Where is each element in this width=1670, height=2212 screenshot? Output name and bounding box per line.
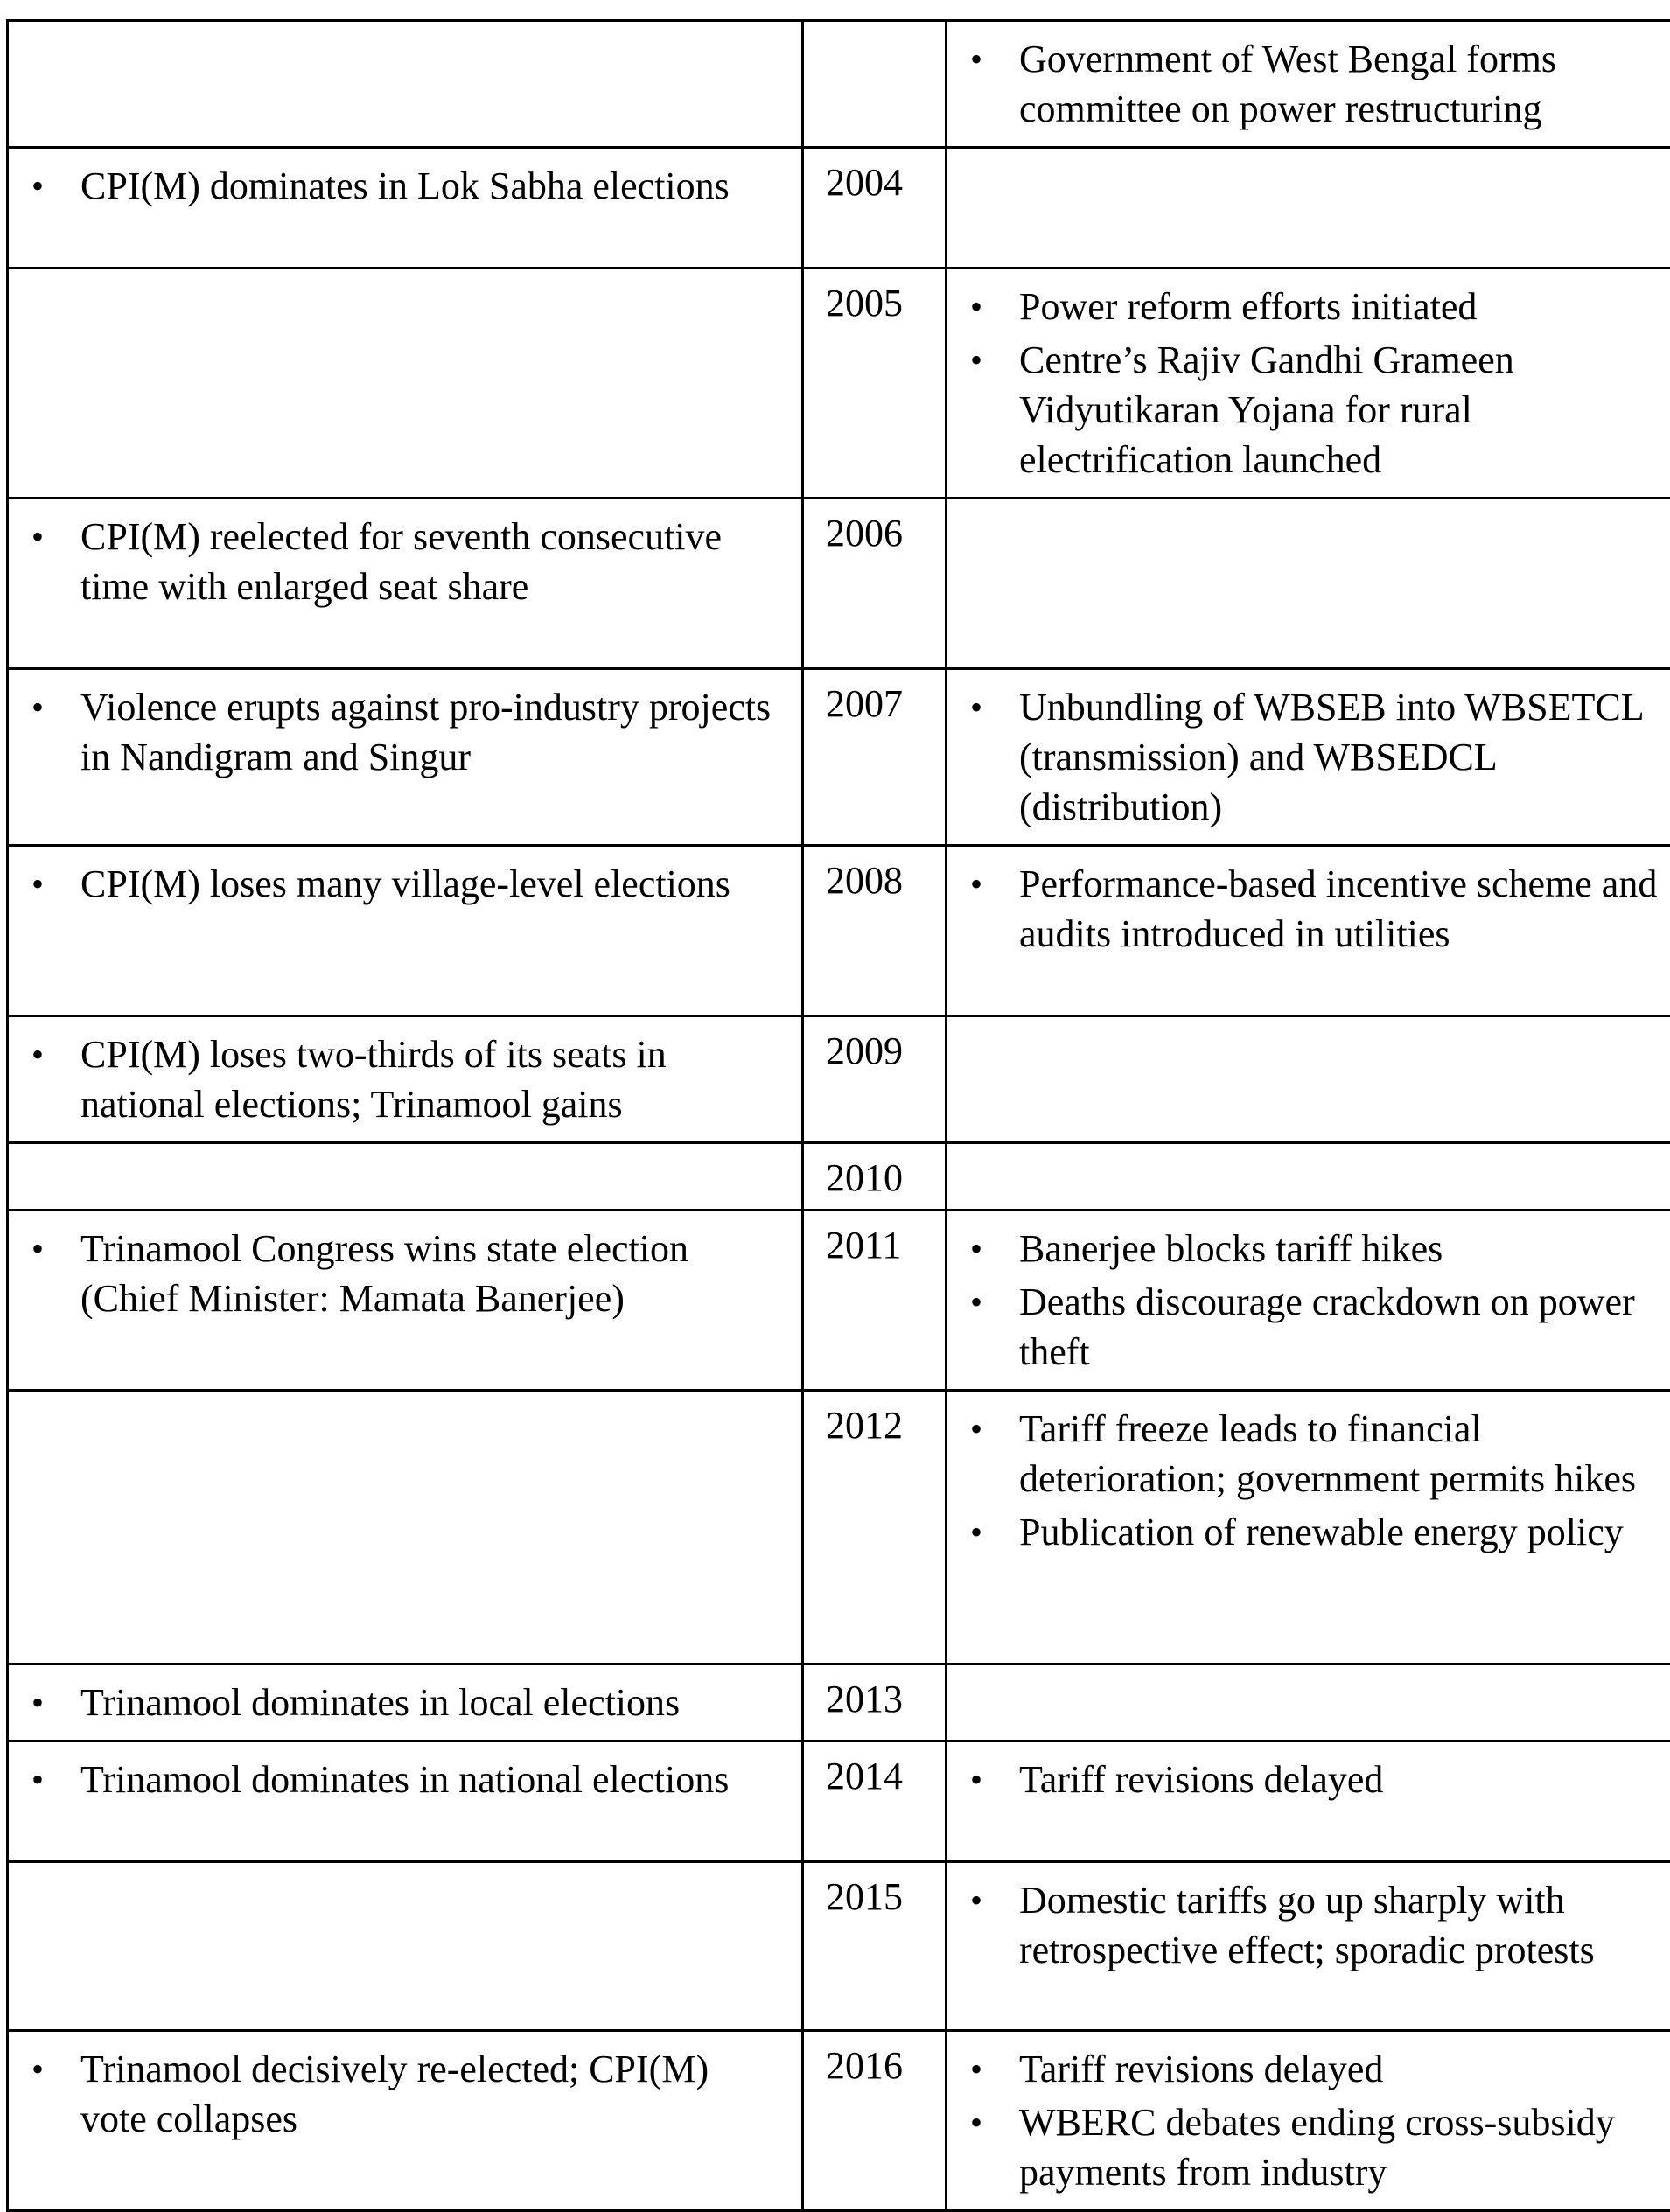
political-events-cell-list <box>9 847 801 921</box>
power-sector-events-cell-list <box>947 1392 1670 1569</box>
bullet-icon: • <box>970 1755 982 1804</box>
bullet-icon: • <box>970 2044 982 2094</box>
power-sector-events-cell-list <box>947 1742 1670 1817</box>
year-label: 2016 <box>804 2032 945 2090</box>
power-sector-events-cell <box>947 1862 1670 2031</box>
timeline-row <box>8 1016 1670 1143</box>
power-sector-events-cell <box>947 1211 1670 1391</box>
list-item <box>1019 1875 1670 1975</box>
power-sector-events-cell <box>947 1016 1670 1143</box>
event-text: Trinamool Congress wins state election (Chief Minister: Mamata Banerjee) <box>80 1227 688 1320</box>
list-item <box>80 161 784 211</box>
event-text: Trinamool decisively re-elected; CPI(M) vote collapses <box>80 2048 709 2140</box>
political-events-cell <box>8 21 803 148</box>
year-label: 2015 <box>804 1863 945 1922</box>
event-text: Power reform efforts initiated <box>1019 285 1477 328</box>
bullet-icon: • <box>970 282 982 331</box>
power-sector-events-cell <box>947 21 1670 148</box>
political-events-cell-list <box>9 269 801 294</box>
list-item <box>1019 1277 1670 1377</box>
list-item <box>1019 1404 1670 1504</box>
bullet-icon: • <box>970 682 982 732</box>
list-item <box>1019 2044 1670 2094</box>
political-events-cell <box>8 1211 803 1391</box>
year-cell <box>803 2031 947 2211</box>
list-item <box>80 859 784 909</box>
event-text: Tariff freeze leads to financial deterioration; government permits hikes <box>1019 1407 1636 1500</box>
event-text: Government of West Bengal forms committee on power restructuring <box>1019 38 1556 130</box>
power-sector-events-cell <box>947 846 1670 1016</box>
year-cell <box>803 1741 947 1862</box>
list-item <box>80 682 784 782</box>
power-sector-events-cell-list <box>947 670 1670 844</box>
year-label <box>804 22 945 31</box>
bullet-icon: • <box>970 335 982 385</box>
year-cell <box>803 1664 947 1741</box>
year-cell <box>803 1211 947 1391</box>
power-sector-events-cell <box>947 669 1670 846</box>
political-events-cell <box>8 1391 803 1664</box>
timeline-row <box>8 1862 1670 2031</box>
list-item <box>80 1224 784 1323</box>
timeline-row <box>8 846 1670 1016</box>
political-events-cell <box>8 669 803 846</box>
timeline-table <box>6 19 1670 2212</box>
power-sector-events-cell-list <box>947 847 1670 971</box>
list-item <box>80 512 784 611</box>
political-events-cell-list <box>9 1017 801 1141</box>
timeline-row <box>8 2031 1670 2211</box>
year-label: 2010 <box>804 1144 945 1203</box>
power-sector-events-cell <box>947 269 1670 499</box>
political-events-cell-list <box>9 1742 801 1817</box>
power-sector-events-cell-list <box>947 1211 1670 1389</box>
year-label: 2005 <box>804 269 945 328</box>
bullet-icon: • <box>31 859 44 909</box>
power-sector-events-cell-list <box>947 269 1670 497</box>
list-item <box>1019 1755 1670 1804</box>
event-text: Banerjee blocks tariff hikes <box>1019 1227 1443 1270</box>
power-sector-events-cell <box>947 1143 1670 1211</box>
political-events-cell-list <box>9 499 801 624</box>
bullet-icon: • <box>970 1277 982 1327</box>
power-sector-events-cell-list <box>947 1665 1670 1690</box>
list-item <box>1019 1507 1670 1557</box>
timeline-row <box>8 1211 1670 1391</box>
political-events-cell-list <box>9 1863 801 1888</box>
bullet-icon: • <box>970 1875 982 1925</box>
event-text: Deaths discourage crackdown on power theft <box>1019 1280 1635 1373</box>
political-events-cell <box>8 846 803 1016</box>
political-events-cell <box>8 1862 803 2031</box>
bullet-icon: • <box>970 1507 982 1557</box>
power-sector-events-cell <box>947 499 1670 669</box>
year-label: 2013 <box>804 1665 945 1724</box>
list-item <box>1019 682 1670 832</box>
political-events-cell <box>8 1143 803 1211</box>
timeline-row <box>8 1741 1670 1862</box>
political-events-cell <box>8 269 803 499</box>
power-sector-events-cell <box>947 1391 1670 1664</box>
bullet-icon: • <box>31 1755 44 1804</box>
bullet-icon: • <box>31 1224 44 1273</box>
year-cell <box>803 846 947 1016</box>
year-label: 2007 <box>804 670 945 729</box>
year-label: 2008 <box>804 847 945 905</box>
power-sector-events-cell-list <box>947 1017 1670 1042</box>
list-item <box>80 1678 784 1727</box>
bullet-icon: • <box>31 1678 44 1727</box>
list-item <box>80 1755 784 1804</box>
political-events-cell-list <box>9 670 801 794</box>
list-item <box>1019 859 1670 959</box>
political-events-cell-list <box>9 1144 801 1169</box>
political-events-cell <box>8 499 803 669</box>
political-events-cell <box>8 1016 803 1143</box>
event-text: CPI(M) loses many village-level elections <box>80 862 730 905</box>
event-text: Unbundling of WBSEB into WBSETCL (transmission) and WBSEDCL (distribution) <box>1019 686 1643 828</box>
list-item <box>1019 1224 1670 1273</box>
timeline-row <box>8 1143 1670 1211</box>
year-label: 2004 <box>804 149 945 207</box>
year-cell <box>803 669 947 846</box>
timeline-row <box>8 1391 1670 1664</box>
year-label: 2011 <box>804 1211 945 1270</box>
year-cell <box>803 1391 947 1664</box>
political-events-cell-list <box>9 2032 801 2156</box>
event-text: Tariff revisions delayed <box>1019 1758 1383 1801</box>
timeline-row <box>8 499 1670 669</box>
power-sector-events-cell-list <box>947 1863 1670 1987</box>
timeline-body <box>8 21 1670 2211</box>
year-label: 2009 <box>804 1017 945 1076</box>
event-text: Centre’s Rajiv Gandhi Grameen Vidyutikaran Yojana for rural electrification launched <box>1019 338 1514 481</box>
timeline-row <box>8 1664 1670 1741</box>
timeline-row <box>8 148 1670 269</box>
list-item <box>1019 34 1670 134</box>
year-label: 2006 <box>804 499 945 558</box>
political-events-cell-list <box>9 1665 801 1740</box>
event-text: CPI(M) loses two-thirds of its seats in national elections; Trinamool gains <box>80 1033 667 1126</box>
bullet-icon: • <box>970 1404 982 1454</box>
political-events-cell <box>8 2031 803 2211</box>
year-cell <box>803 499 947 669</box>
timeline-row <box>8 669 1670 846</box>
bullet-icon: • <box>970 34 982 84</box>
year-cell <box>803 269 947 499</box>
bullet-icon: • <box>970 1224 982 1273</box>
bullet-icon: • <box>31 161 44 211</box>
bullet-icon: • <box>31 1029 44 1079</box>
bullet-icon: • <box>970 859 982 909</box>
political-events-cell-list <box>9 22 801 46</box>
power-sector-events-cell-list <box>947 22 1670 146</box>
year-cell <box>803 21 947 148</box>
timeline-row <box>8 21 1670 148</box>
year-label: 2014 <box>804 1742 945 1801</box>
year-cell <box>803 1143 947 1211</box>
year-cell <box>803 1016 947 1143</box>
bullet-icon: • <box>970 2097 982 2147</box>
power-sector-events-cell-list <box>947 1144 1670 1169</box>
power-sector-events-cell-list <box>947 499 1670 524</box>
list-item <box>1019 2097 1670 2197</box>
political-events-cell <box>8 148 803 269</box>
event-text: WBERC debates ending cross-subsidy payments from industry <box>1019 2101 1615 2194</box>
power-sector-events-cell-list <box>947 149 1670 173</box>
list-item <box>80 2044 784 2144</box>
event-text: Violence erupts against pro-industry projects in Nandigram and Singur <box>80 686 771 778</box>
list-item <box>1019 282 1670 331</box>
event-text: Domestic tariffs go up sharply with retrospective effect; sporadic protests <box>1019 1879 1595 1971</box>
event-text: Trinamool dominates in local elections <box>80 1681 680 1724</box>
political-events-cell-list <box>9 1211 801 1336</box>
year-label: 2012 <box>804 1392 945 1450</box>
list-item <box>1019 335 1670 485</box>
year-cell <box>803 148 947 269</box>
event-text: Trinamool dominates in national elections <box>80 1758 729 1801</box>
event-text: Publication of renewable energy policy <box>1019 1511 1624 1553</box>
event-text: Performance-based incentive scheme and audits introduced in utilities <box>1019 862 1657 955</box>
year-cell <box>803 1862 947 2031</box>
political-events-cell <box>8 1741 803 1862</box>
power-sector-events-cell <box>947 2031 1670 2211</box>
political-events-cell-list <box>9 1392 801 1416</box>
event-text: CPI(M) dominates in Lok Sabha elections <box>80 164 730 207</box>
power-sector-events-cell <box>947 1741 1670 1862</box>
power-sector-events-cell <box>947 1664 1670 1741</box>
bullet-icon: • <box>31 2044 44 2094</box>
bullet-icon: • <box>31 682 44 732</box>
event-text: CPI(M) reelected for seventh consecutive time with enlarged seat share <box>80 515 722 608</box>
timeline-row <box>8 269 1670 499</box>
event-text: Tariff revisions delayed <box>1019 2048 1383 2090</box>
power-sector-events-cell <box>947 148 1670 269</box>
political-events-cell-list <box>9 149 801 223</box>
list-item <box>80 1029 784 1129</box>
political-events-cell <box>8 1664 803 1741</box>
bullet-icon: • <box>31 512 44 562</box>
